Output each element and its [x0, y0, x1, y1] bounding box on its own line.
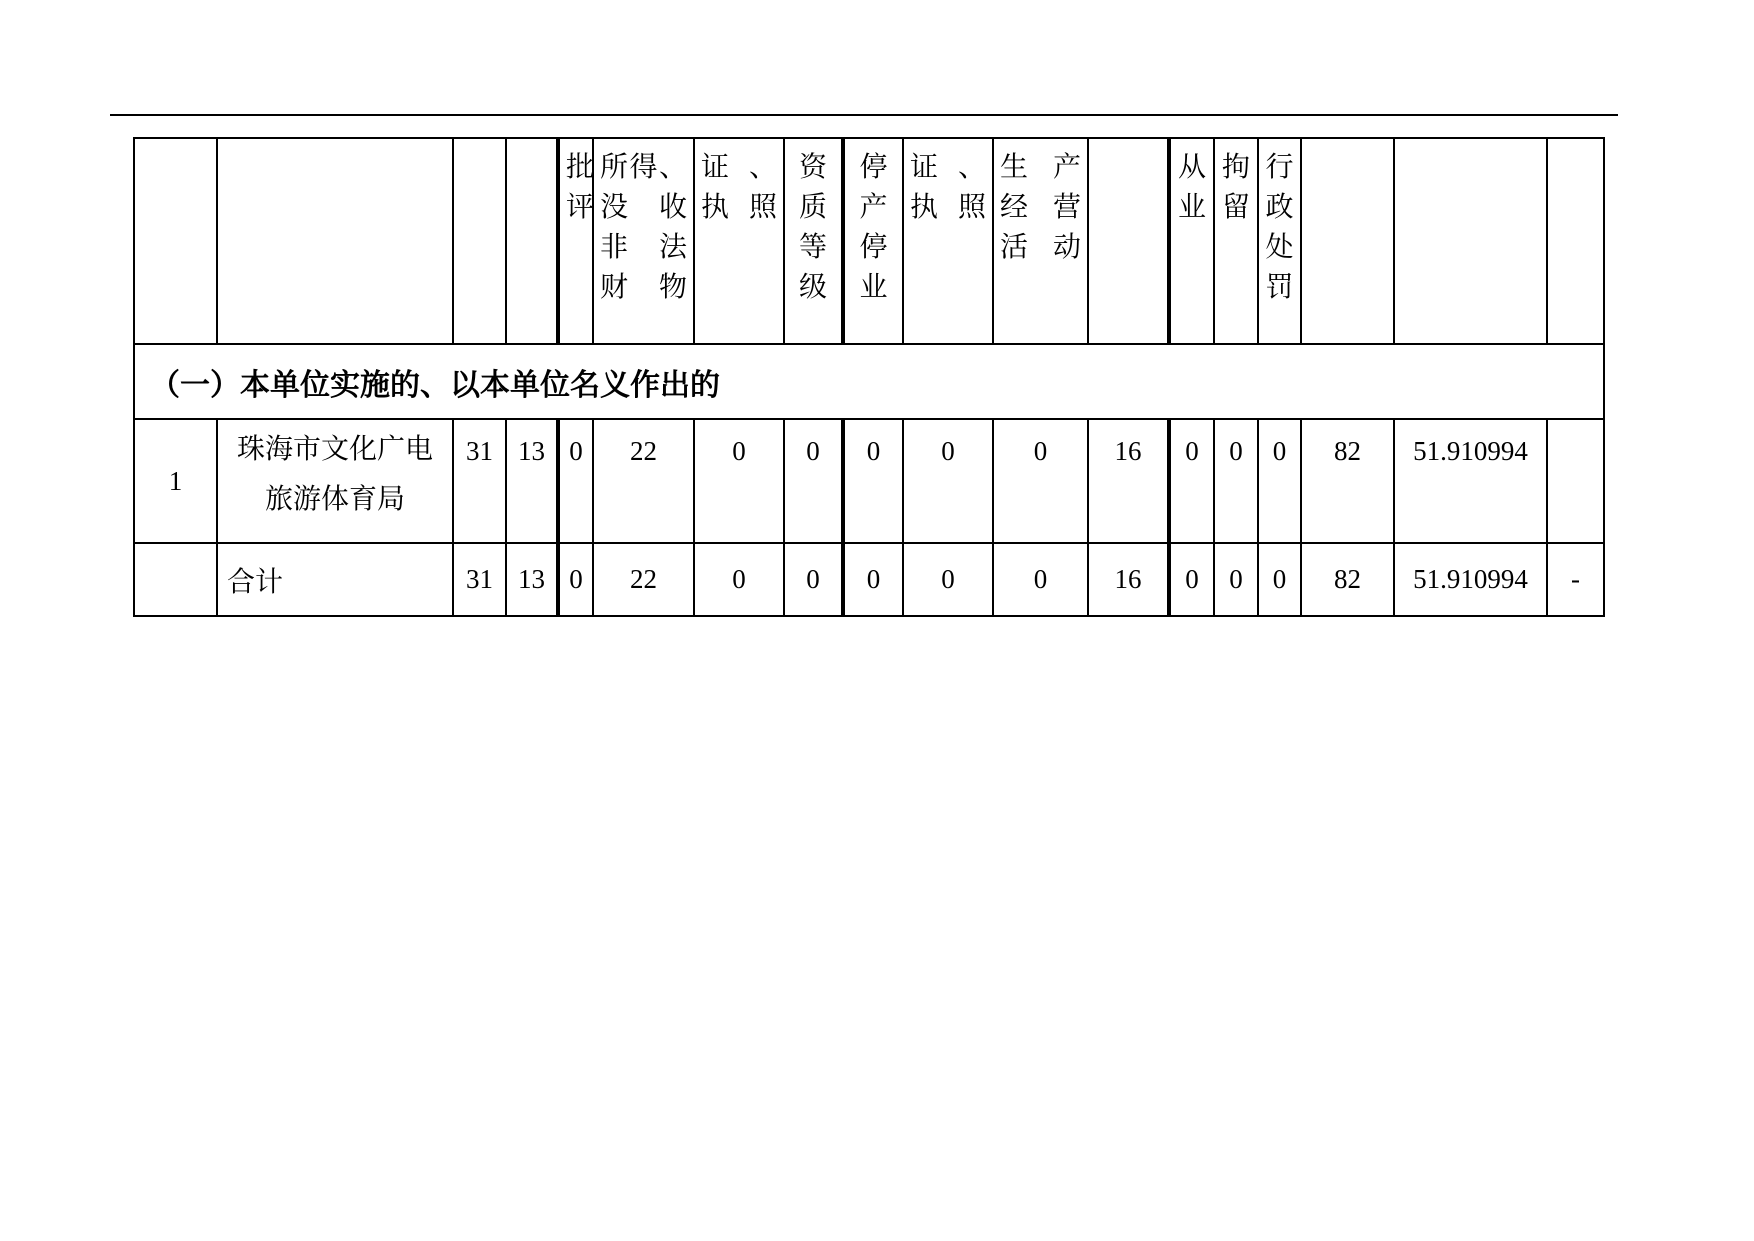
total-value-cell-employment: 0: [1169, 543, 1214, 616]
value-cell-col-12: 16: [1088, 419, 1169, 543]
table-body: [134, 344, 1604, 616]
header-char: 、: [658, 151, 687, 182]
total-value-cell-criticism: 0: [558, 543, 593, 616]
table-head: [134, 138, 1604, 344]
value-cell-col-17: 51.910994: [1394, 419, 1547, 543]
header-cell-suspend-business: [843, 138, 903, 344]
header-line: 拘: [1221, 151, 1250, 182]
header-char: 照: [748, 191, 777, 222]
value-cell-suspend-business: 0: [843, 419, 903, 543]
header-char: 、: [748, 151, 777, 182]
header-line: [1000, 147, 1081, 187]
value-cell-cert-license-1: 0: [694, 419, 784, 543]
header-cell-detention: [1214, 138, 1258, 344]
header-char: 没: [600, 191, 629, 222]
header-cell-col-12: [1088, 138, 1169, 344]
header-char: 收: [658, 191, 687, 222]
header-line: 从: [1177, 151, 1206, 182]
total-label-cell: 合计: [217, 543, 453, 616]
header-cell-confiscate-illegal-gains: [593, 138, 694, 344]
total-value-cell-col-18: -: [1547, 543, 1604, 616]
total-value-cell-detention: 0: [1214, 543, 1258, 616]
header-line: 级: [798, 271, 827, 302]
header-char: 执: [701, 191, 730, 222]
header-line: 业: [1177, 191, 1206, 222]
value-cell-col-16: 82: [1301, 419, 1394, 543]
header-line: 行: [1265, 151, 1294, 182]
header-line: 质: [798, 191, 827, 222]
header-cell-employment: [1169, 138, 1214, 344]
value-cell-qualification-grade: 0: [784, 419, 843, 543]
section-row: [134, 344, 1604, 419]
total-value-cell-admin-penalty: 0: [1258, 543, 1301, 616]
header-char: 证: [910, 151, 939, 182]
total-value-cell-col-12: 16: [1088, 543, 1169, 616]
header-line: 留: [1221, 191, 1250, 222]
total-value-cell-production-operation: 0: [993, 543, 1088, 616]
header-char: 非: [600, 231, 629, 262]
total-value-cell-col-16: 82: [1301, 543, 1394, 616]
header-char: 活: [1000, 231, 1029, 262]
header-cell-row-index: [134, 138, 217, 344]
header-char: 动: [1052, 231, 1081, 262]
total-index-cell: [134, 543, 217, 616]
header-line: 资: [798, 151, 827, 182]
header-cell-col-3: [453, 138, 506, 344]
header-cell-production-operation: [993, 138, 1088, 344]
header-char: 证: [701, 151, 730, 182]
total-value-cell-cert-license-1: 0: [694, 543, 784, 616]
header-line: [910, 147, 986, 187]
header-char: 营: [1052, 191, 1081, 222]
header-line: [600, 227, 687, 267]
total-value-cell-confiscate-illegal-gains: 22: [593, 543, 694, 616]
header-cell-admin-penalty: [1258, 138, 1301, 344]
value-cell-confiscate-illegal-gains: 22: [593, 419, 694, 543]
header-cell-col-18: [1547, 138, 1604, 344]
header-char: 得: [629, 151, 658, 182]
header-line: 批: [566, 151, 595, 182]
header-line: 停: [859, 231, 888, 262]
header-char: 法: [658, 231, 687, 262]
unit-name-line: 珠海市文化广电: [236, 434, 433, 465]
value-cell-col-18: [1547, 419, 1604, 543]
header-line: 政: [1265, 191, 1294, 222]
unit-name-line: 旅游体育局: [264, 484, 405, 515]
total-row: [134, 543, 1604, 616]
total-value-cell-cert-license-2: 0: [903, 543, 993, 616]
header-line: 评: [566, 191, 595, 222]
header-line: [1000, 187, 1081, 227]
header-line: 处: [1265, 231, 1294, 262]
header-char: 经: [1000, 191, 1029, 222]
value-cell-employment: 0: [1169, 419, 1214, 543]
header-line: [910, 187, 986, 227]
value-cell-admin-penalty: 0: [1258, 419, 1301, 543]
header-char: 、: [957, 151, 986, 182]
total-value-cell-col-17: 51.910994: [1394, 543, 1547, 616]
header-cell-unit-name: [217, 138, 453, 344]
row-index-cell: 1: [134, 419, 217, 543]
header-cell-cert-license-1: [694, 138, 784, 344]
header-char: 执: [910, 191, 939, 222]
data-row-1: [134, 419, 1604, 543]
header-char: 物: [658, 271, 687, 302]
header-line: [600, 267, 687, 307]
value-cell-col-3: 31: [453, 419, 506, 543]
value-cell-col-4: 13: [506, 419, 558, 543]
section-header-label: （一）本单位实施的、以本单位名义作出的: [134, 344, 1604, 419]
header-cell-col-4: [506, 138, 558, 344]
unit-name-cell: [217, 419, 453, 543]
value-cell-detention: 0: [1214, 419, 1258, 543]
header-char: 生: [1000, 151, 1029, 182]
header-line: 等: [798, 231, 827, 262]
header-cell-col-16: [1301, 138, 1394, 344]
header-cell-cert-license-2: [903, 138, 993, 344]
total-value-cell-suspend-business: 0: [843, 543, 903, 616]
total-value-cell-col-4: 13: [506, 543, 558, 616]
header-line: [600, 187, 687, 227]
total-value-cell-col-3: 31: [453, 543, 506, 616]
header-char: 产: [1052, 151, 1081, 182]
header-line: 停: [859, 151, 888, 182]
penalty-stats-table: [133, 137, 1605, 617]
value-cell-production-operation: 0: [993, 419, 1088, 543]
page-top-rule: [110, 114, 1618, 116]
header-cell-qualification-grade: [784, 138, 843, 344]
header-line: [701, 187, 777, 227]
header-cell-criticism: [558, 138, 593, 344]
header-line: [701, 147, 777, 187]
header-line: 产: [859, 191, 888, 222]
header-line: 业: [859, 271, 888, 302]
table-header-row: [134, 138, 1604, 344]
header-char: 所: [600, 151, 629, 182]
value-cell-cert-license-2: 0: [903, 419, 993, 543]
header-line: [600, 147, 687, 187]
header-line: [1000, 227, 1081, 267]
header-char: 照: [957, 191, 986, 222]
header-line: 罚: [1265, 271, 1294, 302]
total-value-cell-qualification-grade: 0: [784, 543, 843, 616]
value-cell-criticism: 0: [558, 419, 593, 543]
header-char: 财: [600, 271, 629, 302]
header-cell-col-17: [1394, 138, 1547, 344]
